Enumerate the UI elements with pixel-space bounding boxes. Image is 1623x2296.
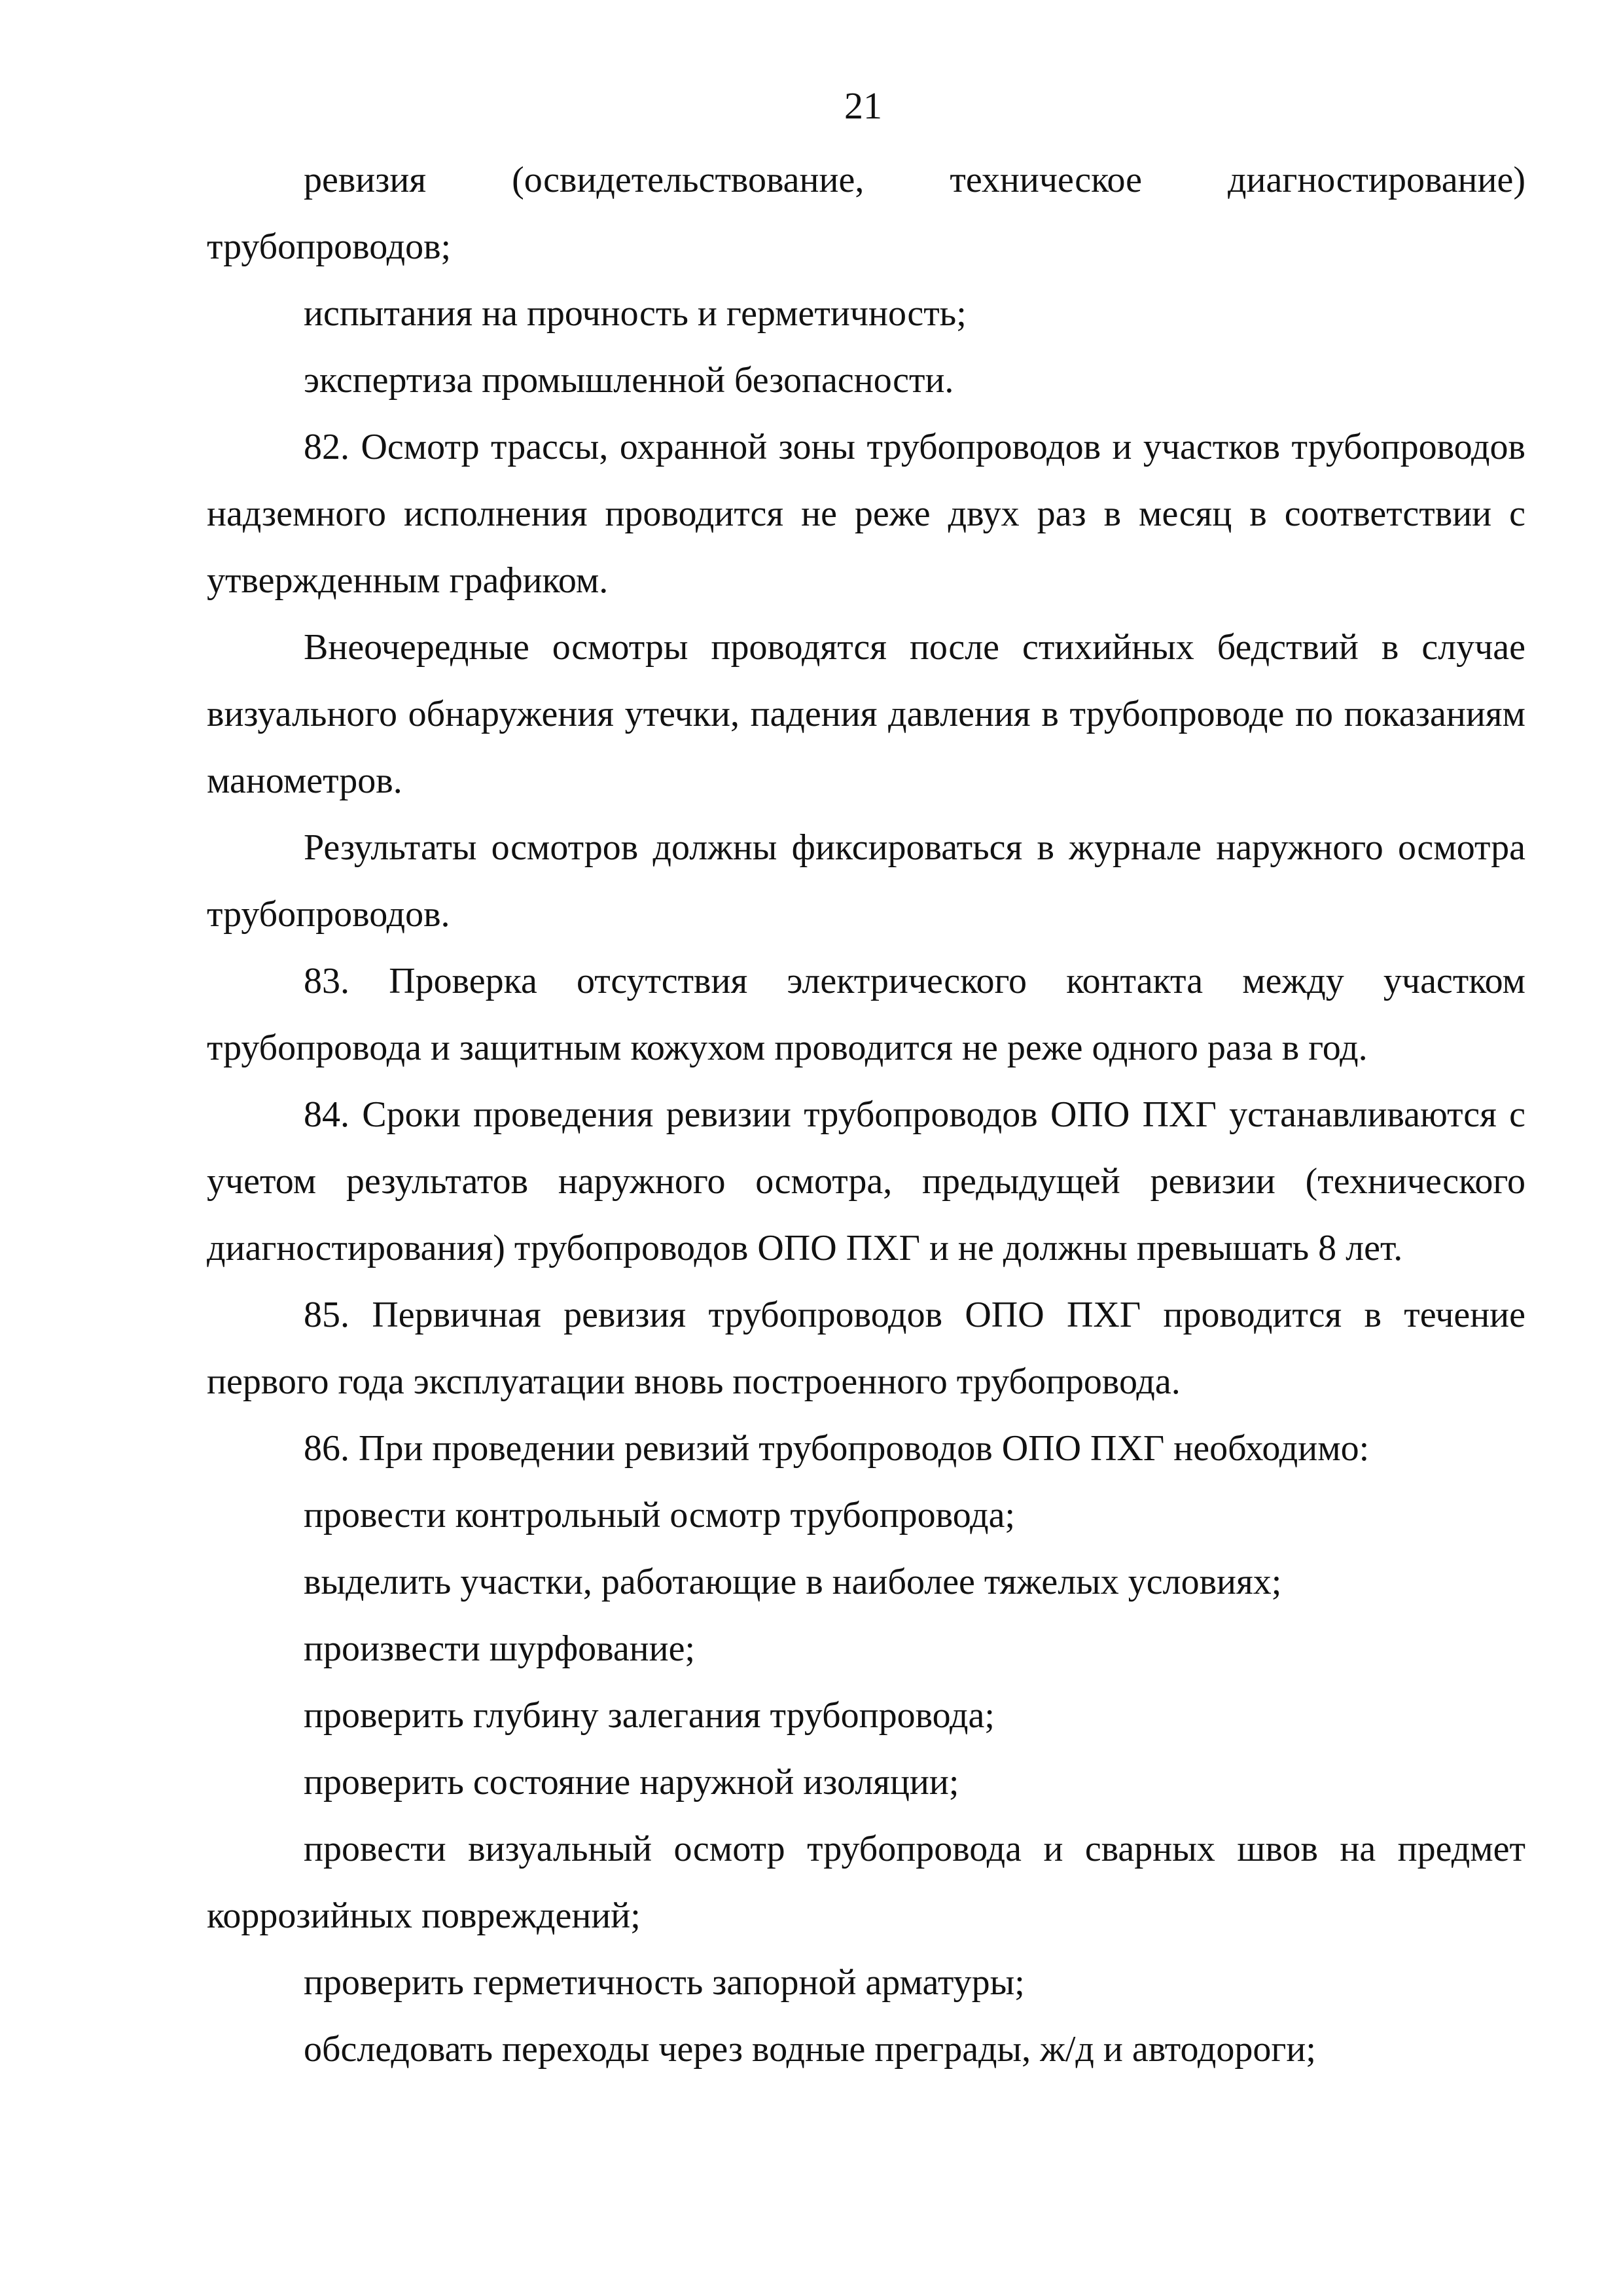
- list-item-crossings-survey: обследовать переходы через водные преграды, ж/д и автодороги;: [304, 2029, 1316, 2070]
- list-item-insulation-check: проверить состояние наружной изоляции;: [304, 1762, 959, 1803]
- list-item-valve-tightness: проверить герметичность запорной арматуры;: [304, 1962, 1025, 2003]
- list-item-select-sections: выделить участки, работающие в наиболее тяжелых условиях;: [304, 1562, 1282, 1602]
- paragraph-82: 82. Осмотр трассы, охранной зоны трубопроводов и участков трубопроводов надземного исполнения проводится не реже двух раз в месяц в соответствии с утвержденным графиком.: [207, 427, 1525, 601]
- paragraph-86: 86. При проведении ревизий трубопроводов ОПО ПХГ необходимо:: [304, 1428, 1370, 1469]
- paragraph-84: 84. Сроки проведения ревизии трубопроводов ОПО ПХГ устанавливаются с учетом результатов наружного осмотра, предыдущей ревизии (технического диагностирования) трубопроводов ОПО ПХГ и не должны превышать 8 лет.: [207, 1094, 1525, 1268]
- list-item-visual-inspection: провести визуальный осмотр трубопровода и сварных швов на предмет коррозийных повреждений;: [207, 1829, 1525, 1936]
- list-item-depth-check: проверить глубину залегания трубопровода;: [304, 1695, 995, 1736]
- paragraph-85: 85. Первичная ревизия трубопроводов ОПО ПХГ проводится в течение первого года эксплуатации вновь построенного трубопровода.: [207, 1295, 1525, 1402]
- paragraph-83: 83. Проверка отсутствия электрического контакта между участком трубопровода и защитным кожухом проводится не реже одного раза в год.: [207, 961, 1525, 1068]
- list-item-control-inspection: провести контрольный осмотр трубопровода;: [304, 1495, 1016, 1535]
- paragraph-expertise: экспертиза промышленной безопасности.: [304, 360, 954, 401]
- paragraph-revision: ревизия (освидетельствование, техническое диагностирование) трубопроводов;: [207, 160, 1525, 267]
- document-body: [207, 147, 1525, 2083]
- page-number: 21: [844, 84, 882, 127]
- paragraph-inspection-results: Результаты осмотров должны фиксироваться в журнале наружного осмотра трубопроводов.: [207, 827, 1525, 935]
- list-item-pitting: произвести шурфование;: [304, 1628, 696, 1669]
- paragraph-tests: испытания на прочность и герметичность;: [304, 293, 967, 334]
- paragraph-extraordinary-inspections: Внеочередные осмотры проводятся после стихийных бедствий в случае визуального обнаружения утечки, падения давления в трубопроводе по показаниям манометров.: [207, 627, 1525, 801]
